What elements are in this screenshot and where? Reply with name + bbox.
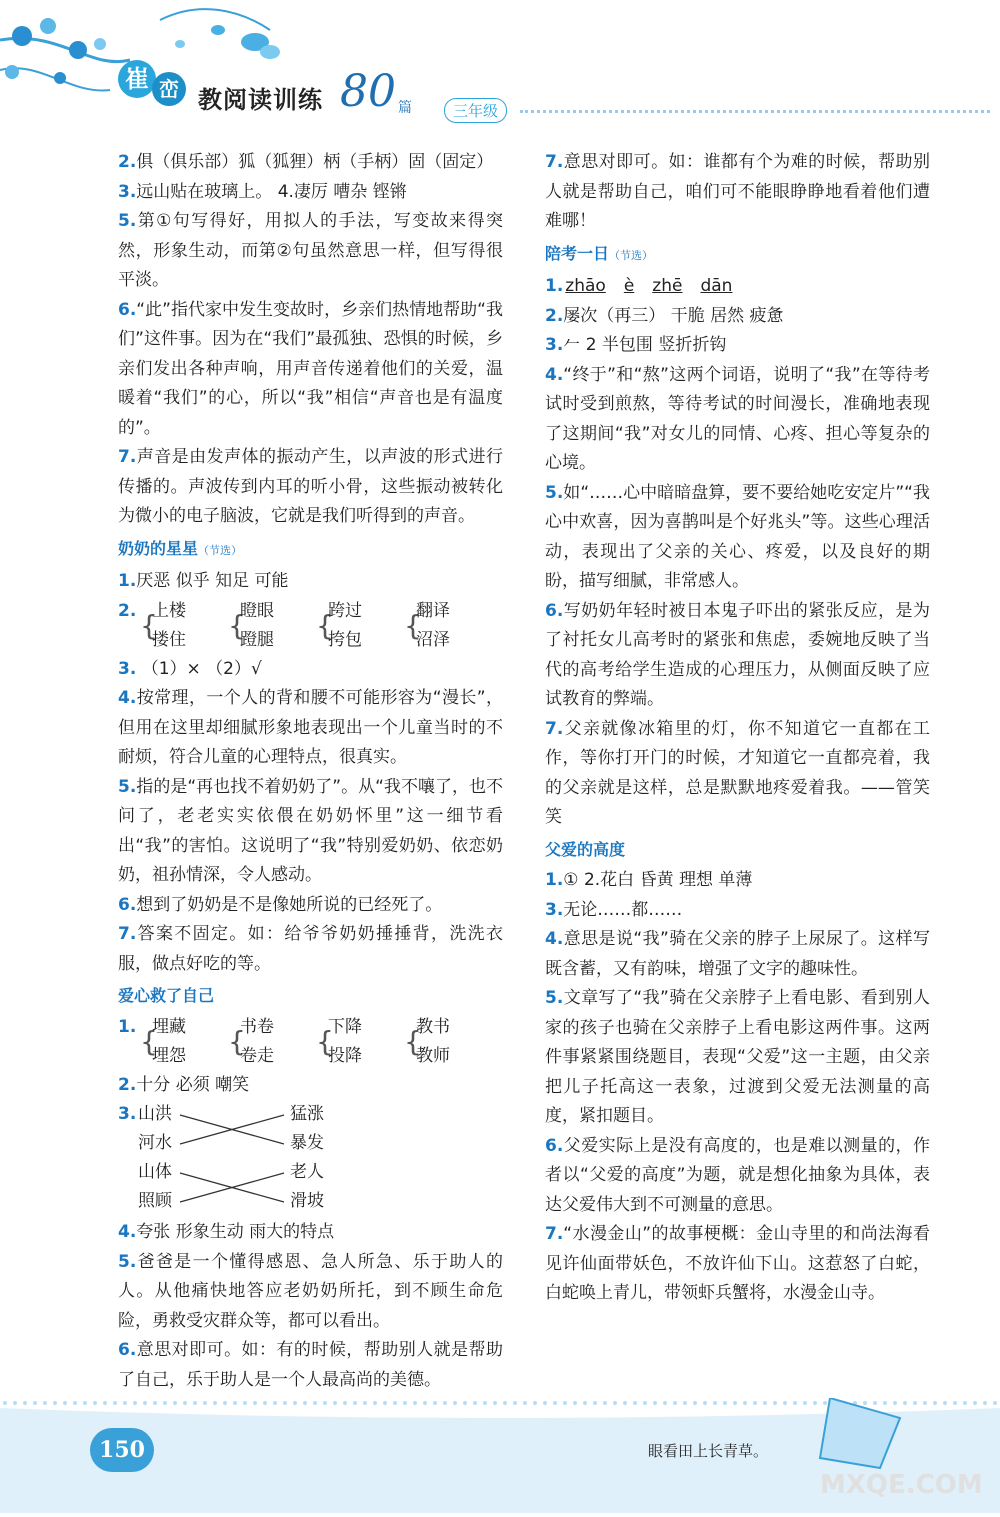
- header-dotted-line: [520, 110, 990, 113]
- matching-lines: [118, 1100, 318, 1218]
- s1-answer-4: 4.按常理，一个人的背和腰不可能形容为“漫长”，但用在这里却细腻形象地表现出一个儿童当时的不耐烦，符合儿童的心理特点，很真实。: [118, 688, 503, 767]
- series-title: 教阅读训练: [198, 86, 323, 114]
- right-column: [545, 148, 930, 1309]
- s3-answer-1: 1. zhāo è zhē dān: [545, 276, 733, 296]
- s2-answer-5: 5.爸爸是一个懂得感恩、急人所急、乐于助人的人。从他痛快地答应老奶奶所托，到不顾生命危险，勇救受灾群众等，都可以看出。: [118, 1251, 503, 1331]
- page-header: [0, 0, 1000, 140]
- s3-answer-6: 6.写奶奶年轻时被日本鬼子吓出的紧张反应，是为了衬托女儿高考时的紧张和焦虑，委婉地反映了当代的高考给学生造成的心理压力，从侧面反映了应试教育的弊端。: [545, 600, 930, 709]
- left-column: [118, 148, 503, 1395]
- s1-answer-3: 3. （1）× （2）√: [118, 658, 262, 679]
- match-right-4: 滑坡: [290, 1191, 324, 1211]
- match-left-3: 山体: [138, 1162, 172, 1182]
- word-pair: { 埋藏 埋怨: [140, 1016, 186, 1066]
- page-number: 150: [90, 1428, 154, 1472]
- s2-answer-2: 2.十分 必须 嘲笑: [118, 1074, 250, 1095]
- s3-answer-5: 5.如“……心中暗暗盘算，要不要给她吃安定片”“我心中欢喜，因为喜鹊叫是个好兆头”等。这些心理活动，表现出了父亲的关心、疼爱，以及良好的期盼，描写细腻，非常感人。: [545, 482, 930, 591]
- footer-quote: 眼看田上长青草。: [648, 1442, 769, 1460]
- word-pair: { 瞪眼 蹬腿: [228, 600, 274, 650]
- s1-answer-5: 5.指的是“再也找不着奶奶了”。从“我不嚷了，也不问了，老老实实依偎在奶奶怀里”这一细节看出“我”的害怕。这说明了“我”特别爱奶奶、依恋奶奶，祖孙情深，令人感动。: [118, 776, 503, 885]
- answer-7: 7.声音是由发声体的振动产生，以声波的形式进行传播的。声波传到内耳的听小骨，这些振动被转化为微小的电子脑波，它就是我们听得到的声音。: [118, 447, 503, 526]
- series-number: 80: [340, 66, 396, 117]
- s2-answer-4: 4.夸张 形象生动 雨大的特点: [118, 1222, 335, 1242]
- match-right-1: 猛涨: [290, 1104, 324, 1124]
- brand-mark-b: 峦: [152, 72, 186, 106]
- s2-answer-1: 1. { 埋藏 埋怨 { 书卷 卷走 { 下降 投降 { 教书 教师: [118, 1013, 503, 1071]
- answer-3-4: 3.远山贴在玻璃上。 4.凄厉 嘈杂 铿锵: [118, 181, 407, 202]
- s4-answer-7: 7.“水漫金山”的故事梗概：金山寺里的和尚法海看见许仙面带妖色，不放许仙下山。这惹怒了白蛇，白蛇唤上青儿，带领虾兵蟹将，水漫金山寺。: [545, 1224, 930, 1303]
- section-title-love-saved-self: 爱心救了自己: [118, 986, 215, 1005]
- brand-mark-a: 崔: [118, 60, 156, 98]
- s1-answer-6: 6.想到了奶奶是不是像她所说的已经死了。: [118, 894, 443, 915]
- answer-2: 2.俱（俱乐部）狐（狐狸）柄（手柄）固（固定）: [118, 152, 494, 172]
- match-right-2: 暴发: [290, 1133, 324, 1153]
- s3-answer-3: 3.𠂉 2 半包围 竖折折钩: [545, 335, 727, 355]
- match-left-2: 河水: [138, 1133, 172, 1153]
- watermark: MXQE.COM: [820, 1470, 983, 1500]
- word-pair: { 教书 教师: [404, 1016, 450, 1066]
- section-title-grandma-stars: 奶奶的星星（节选）: [118, 538, 243, 558]
- grade-badge: 三年级: [444, 98, 507, 123]
- word-pair: { 上楼 搂住: [140, 600, 186, 650]
- s3-answer-7: 7.父亲就像冰箱里的灯，你不知道它一直都在工作，等你打开门的时候，才知道它一直都亮着，我的父亲就是这样，总是默默地疼爱着我。——管笑笑: [545, 718, 930, 827]
- word-pair: { 下降 投降: [316, 1016, 362, 1066]
- word-pair: { 跨过 挎包: [316, 600, 362, 650]
- s3-answer-4: 4.“终于”和“熬”这两个词语，说明了“我”在等待考试时受到煎熬，等待考试的时间漫长，准确地表现了这期间“我”对女儿的同情、心疼、担心等复杂的心境。: [545, 364, 930, 473]
- section-title-exam-day: 陪考一日（节选）: [545, 243, 654, 263]
- word-pair: { 书卷 卷走: [228, 1016, 274, 1066]
- section-title-fathers-love-height: 父爱的高度: [545, 839, 626, 859]
- match-left-4: 照顾: [138, 1191, 172, 1211]
- word-pair: { 翻译 沼泽: [404, 600, 450, 650]
- match-right-3: 老人: [290, 1162, 324, 1182]
- s1-answer-7: 7.答案不固定。如：给爷爷奶奶捶捶背，洗洗衣服，做点好吃的等。: [118, 924, 503, 974]
- answer-7-continued: 7.意思对即可。如：谁都有个为难的时候，帮助别人就是帮助自己，咱们可不能眼睁睁地看着他们遭难哪！: [545, 152, 930, 231]
- s2-answer-6: 6.意思对即可。如：有的时候，帮助别人就是帮助了自己，乐于助人是一个人最高尚的美德。: [118, 1340, 503, 1390]
- s4-answer-4: 4.意思是说“我”骑在父亲的脖子上尿尿了。这样写既含蓄，又有韵味，增强了文字的趣味性。: [545, 929, 930, 979]
- s4-answer-1-2: 1.① 2.花白 昏黄 理想 单薄: [545, 870, 753, 890]
- s2-answer-3-matching: 3. 山洪 河水 山体 照顾 猛涨 暴发 老人 滑坡: [118, 1100, 503, 1218]
- answer-5: 5.第①句写得好，用拟人的手法，写变故来得突然，形象生动，而第②句虽然意思一样，但写得很平淡。: [118, 211, 503, 290]
- s1-answer-1: 1.厌恶 似乎 知足 可能: [118, 571, 289, 591]
- series-unit: 篇: [398, 100, 412, 116]
- s1-answer-2: 2. { 上楼 搂住 { 瞪眼 蹬腿 { 跨过 挎包 { 翻译 沼泽: [118, 597, 503, 655]
- s4-answer-3: 3.无论……都……: [545, 899, 683, 920]
- s4-answer-5: 5.文章写了“我”骑在父亲脖子上看电影、看到别人家的孩子也骑在父亲脖子上看电影这两件事。这两件事紧紧围绕题目，表现“父爱”这一主题，由父亲把儿子托高这一表象，过渡到父爱无法测量的高度，紧扣题目。: [545, 988, 930, 1126]
- s4-answer-6: 6.父爱实际上是没有高度的，也是难以测量的，作者以“父爱的高度”为题，就是想化抽象为具体，表达父爱伟大到不可测量的意思。: [545, 1135, 930, 1215]
- match-left-1: 山洪: [138, 1104, 172, 1124]
- s3-answer-2: 2.屡次（再三） 干脆 居然 疲惫: [545, 305, 784, 326]
- answer-6: 6.“此”指代家中发生变故时，乡亲们热情地帮助“我们”这件事。因为在“我们”最孤独、恐惧的时候，乡亲们发出各种声响，用声音传递着他们的关爱，温暖着“我们”的心，所以“我”相信“声音也是有温度的”。: [118, 299, 503, 438]
